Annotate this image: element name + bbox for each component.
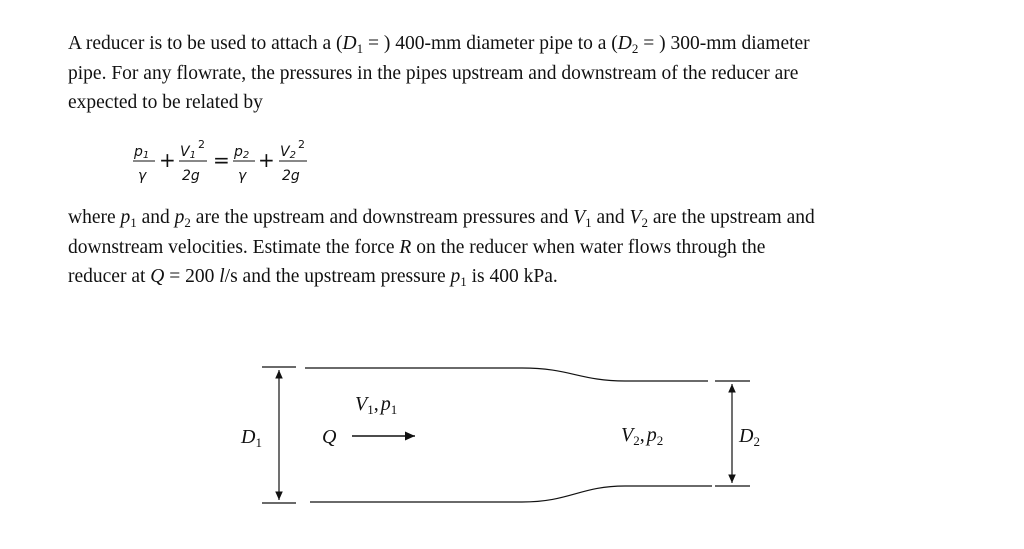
eq-p1: p1 [134,144,150,161]
eq-plus1: + [159,148,176,172]
where-text: where [68,207,121,228]
symbol-p2: p [174,207,185,228]
label-D1: $D_1$ [241,426,262,450]
where-text: are the upstream and downstream pressures and [190,207,574,228]
label-D2: $D_2$ [739,425,760,449]
eq-v2: $V2^2$ [280,138,305,161]
where-text: and [591,207,630,228]
symbol-V1: V [573,207,586,228]
intro-text: = ) 300-mm diameter [638,33,810,54]
symbol-D2: D [617,33,632,54]
subscript: 1 [130,215,137,230]
eq-p2: p2 [234,144,250,161]
symbol-V2: V [629,207,642,228]
pipe-top-wall [305,368,708,381]
subscript: 2 [184,215,191,230]
label-Q: Q [322,426,337,448]
where-text: downstream velocities. Estimate the force [68,236,400,258]
pipe-bottom-wall [310,486,712,502]
eq-equals: = [213,148,230,172]
unit-liter: l [219,266,225,287]
intro-text: A reducer is to be used to attach a ( [68,33,343,54]
eq-gamma2: γ [238,168,247,184]
intro-line-2: pipe. For any flowrate, the pressures in the pipes upstream and downstream of the reducer are [68,62,799,84]
subscript: 2 [641,215,648,230]
where-text: /s and the upstream pressure [224,266,451,287]
where-text: = 200 [164,266,220,287]
where-text: are the upstream and [647,207,815,228]
eq-plus2: + [258,148,275,172]
label-V2-p2: $V_2$, $p_2$ [621,424,664,448]
subscript: 1 [585,215,592,230]
where-text: is 400 kPa. [466,266,558,287]
symbol-p1: p [450,266,461,287]
symbol-p1: p [120,207,131,228]
symbol-R: R [399,236,412,258]
symbol-Q: Q [150,266,165,287]
subscript: 2 [631,41,639,56]
eq-gamma1: γ [138,168,147,184]
label-V1-p1: $V_1$, $p_1$ [355,393,398,417]
subscript: 1 [460,274,467,289]
intro-text: = ) 400-mm diameter pipe to a ( [363,33,618,54]
intro-line-3: expected to be related by [68,92,263,113]
eq-twog2: 2g [282,168,300,184]
where-text: and [136,207,175,228]
subscript: 1 [356,41,364,56]
eq-twog1: 2g [182,168,200,184]
where-text: reducer at [68,266,151,287]
where-text: on the reducer when water flows through the [411,236,766,258]
symbol-D1: D [342,33,357,54]
eq-v1: $V1^2$ [180,138,205,161]
